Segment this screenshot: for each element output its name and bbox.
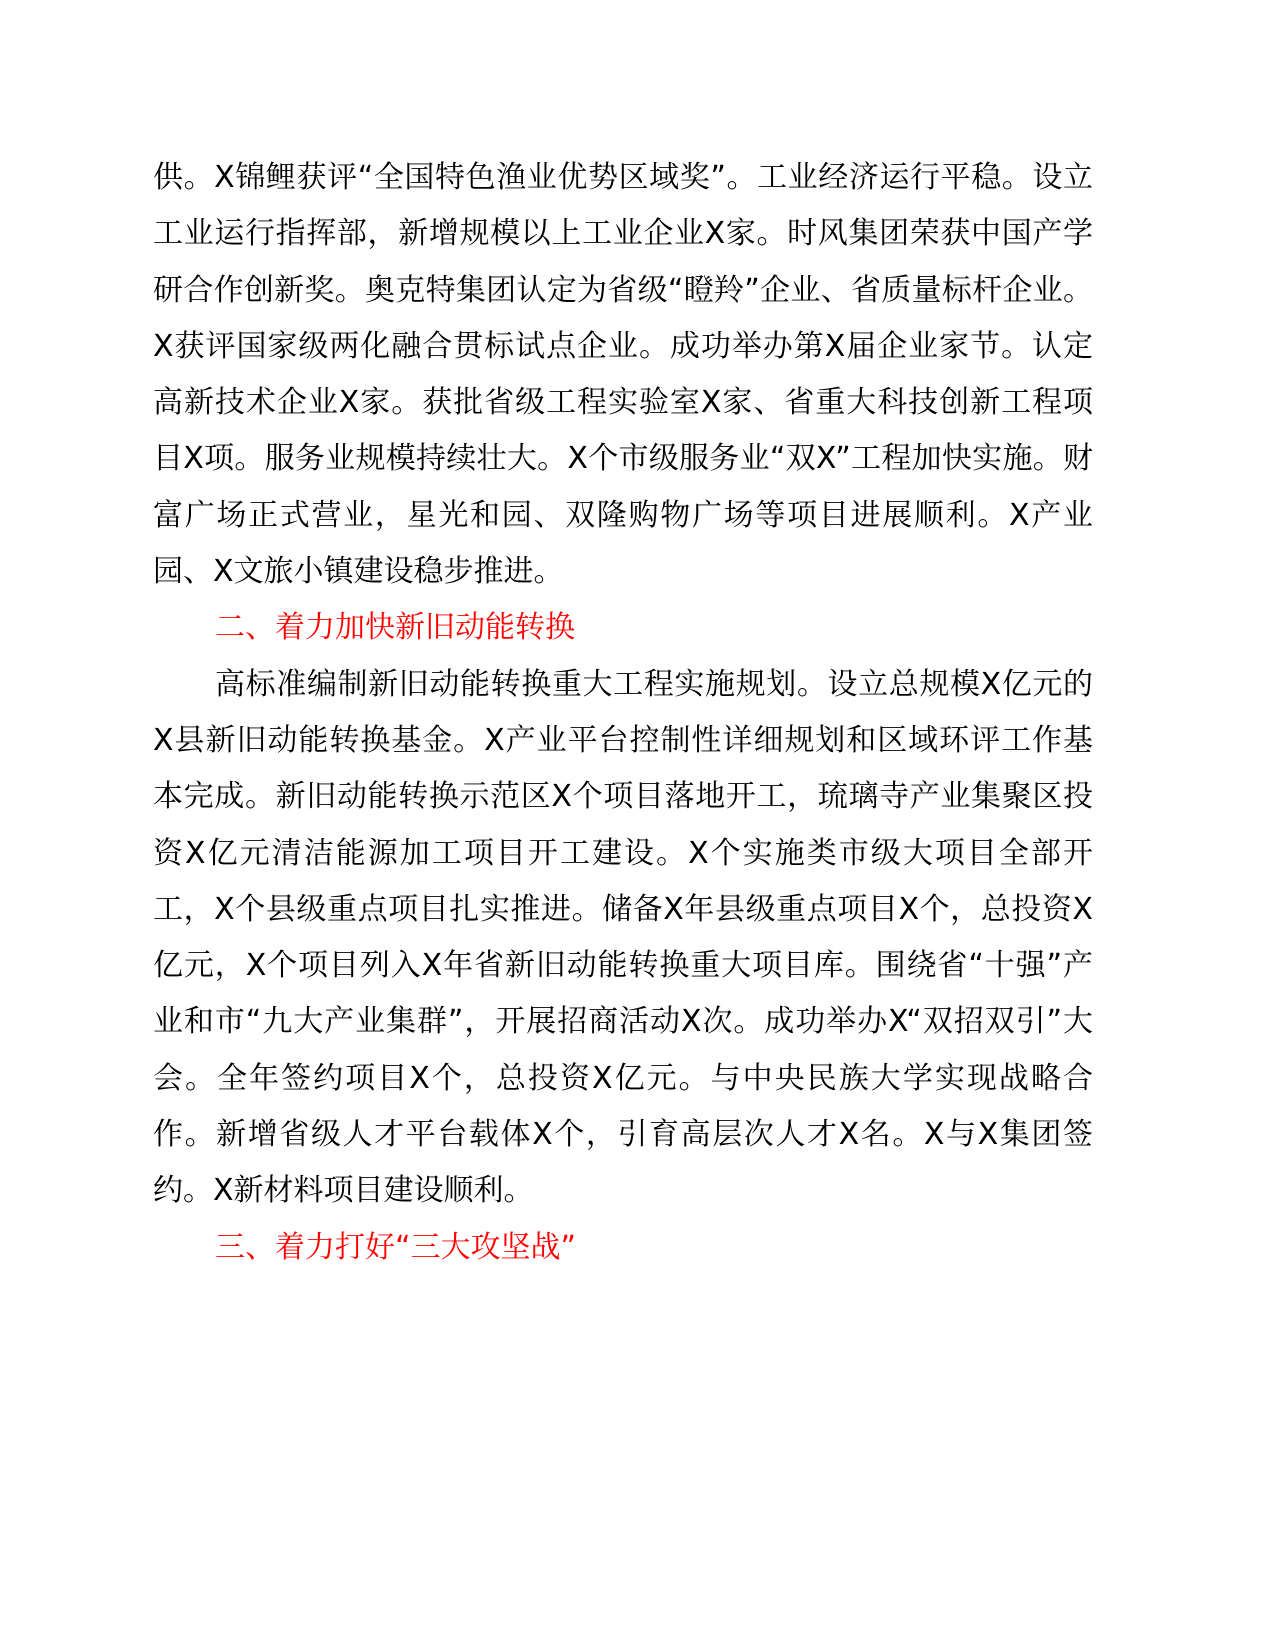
section-heading-3: 三、着力打好“三大攻坚战” [215, 1229, 577, 1265]
document-body [153, 150, 1093, 1276]
section-heading-2: 二、着力加快新旧动能转换 [215, 610, 575, 646]
paragraph-new-old-kinetic-energy: 高标准编制新旧动能转换重大工程实施规划。设立总规模X亿元的X县新旧动能转换基金。X产业平台控制性详细规划和区域环评工作基本完成。新旧动能转换示范区X个项目落地开工，琉璃寺产业集聚区投资X亿元清洁能源加工项目开工建设。X个实施类市级大项目全部开工，X个县级重点项目扎实推进。储备X年县级重点项目X个，总投资X亿元，X个项目列入X年省新旧动能转换重大项目库。围绕省“十强”产业和市“九大产业集群”，开展招商活动X次。成功举办X“双招双引”大会。全年签约项目X个，总投资X亿元。与中央民族大学实现战略合作。新增省级人才平台载体X个，引育高层次人才X名。X与X集团签约。X新材料项目建设顺利。 [153, 666, 1093, 1209]
paragraph-continued: 供。X锦鲤获评“全国特色渔业优势区域奖”。工业经济运行平稳。设立工业运行指挥部，新增规模以上工业企业X家。时风集团荣获中国产学研合作创新奖。奥克特集团认定为省级“瞪羚”企业、省质量标杆企业。X获评国家级两化融合贯标试点企业。成功举办第X届企业家节。认定高新技术企业X家。获批省级工程实验室X家、省重大科技创新工程项目X项。服务业规模持续壮大。X个市级服务业“双X”工程加快实施。财富广场正式营业，星光和园、双隆购物广场等项目进展顺利。X产业园、X文旅小镇建设稳步推进。 [153, 160, 1093, 590]
